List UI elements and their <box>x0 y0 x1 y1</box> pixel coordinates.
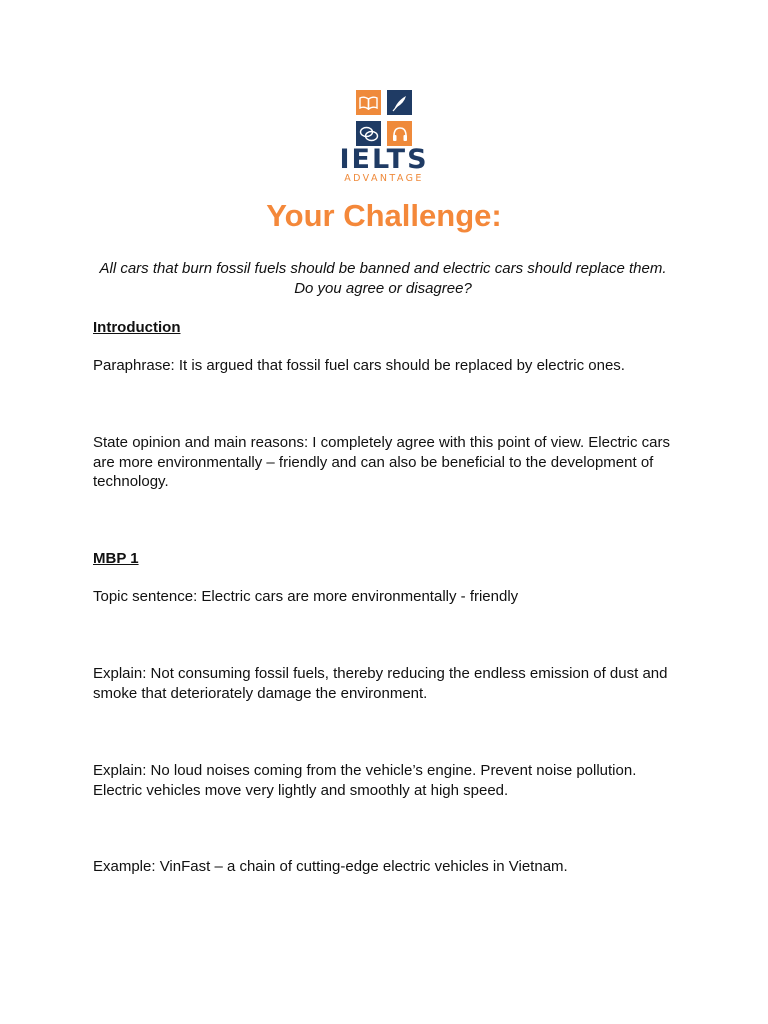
book-icon <box>356 90 381 115</box>
essay-prompt: All cars that burn fossil fuels should be banned and electric cars should replace them. Do you agree or disagree? <box>99 260 667 297</box>
logo-wordmark: IELTS <box>339 144 429 175</box>
logo-icon-grid <box>356 90 412 146</box>
headphones-icon <box>387 121 412 146</box>
quill-icon <box>387 90 412 115</box>
introduction-heading: Introduction <box>93 319 181 336</box>
mbp1-explain-2: Explain: No loud noises coming from the vehicle’s engine. Prevent noise pollution. Electric vehicles move very lightly and smoothly at high speed. <box>93 762 637 799</box>
introduction-paraphrase: Paraphrase: It is argued that fossil fuel cars should be replaced by electric ones. <box>93 357 625 374</box>
ielts-advantage-logo <box>328 88 440 188</box>
page-title: Your Challenge: <box>266 198 502 233</box>
mbp1-example: Example: VinFast – a chain of cutting-edge electric vehicles in Vietnam. <box>93 858 568 875</box>
introduction-opinion: State opinion and main reasons: I completely agree with this point of view. Electric cars are more environmentally – friendly and can also be beneficial to the development of technology. <box>93 434 670 490</box>
logo-subtitle: ADVANTAGE <box>344 173 424 184</box>
mbp1-heading: MBP 1 <box>93 550 139 567</box>
speech-bubbles-icon <box>356 121 381 146</box>
mbp1-explain-1: Explain: Not consuming fossil fuels, thereby reducing the endless emission of dust and smoke that deteriorately damage the environment. <box>93 665 668 702</box>
mbp1-topic-sentence: Topic sentence: Electric cars are more environmentally - friendly <box>93 588 519 605</box>
